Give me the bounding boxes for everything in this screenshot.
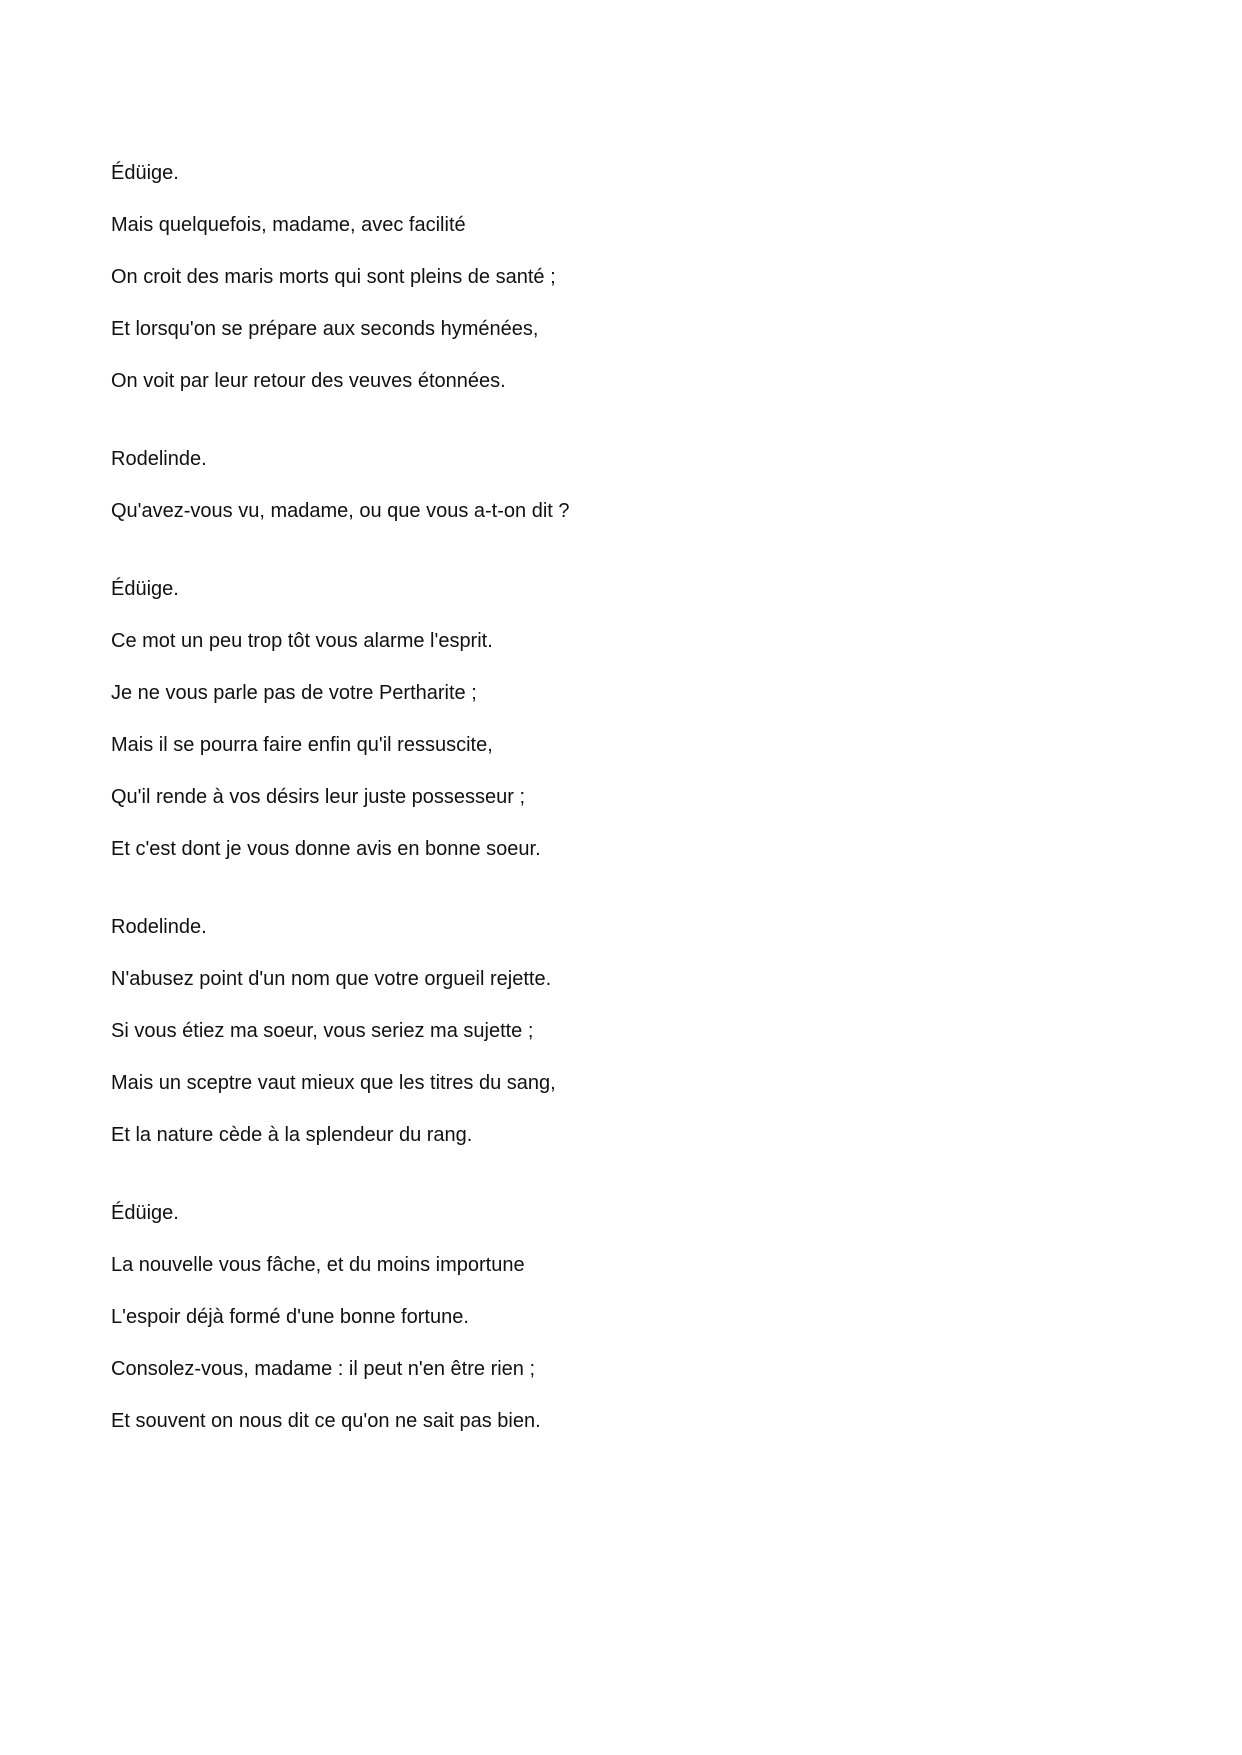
speech-2 [111,446,1111,524]
speaker-name: Édüige. [111,1202,179,1224]
verse-line: Qu'il rende à vos désirs leur juste possesseur ; [111,786,526,808]
verse-line: Mais il se pourra faire enfin qu'il ressuscite, [111,734,493,756]
speech-3 [111,576,1111,862]
speech-1 [111,160,1111,394]
verse-line: On croit des maris morts qui sont pleins de santé ; [111,266,556,288]
speaker-name: Rodelinde. [111,916,207,938]
verse-line: Qu'avez-vous vu, madame, ou que vous a-t-on dit ? [111,500,570,522]
verse-line: N'abusez point d'un nom que votre orgueil rejette. [111,968,552,990]
verse-line: Mais un sceptre vaut mieux que les titres du sang, [111,1072,556,1094]
verse-line: L'espoir déjà formé d'une bonne fortune. [111,1306,469,1328]
speaker-name: Rodelinde. [111,448,207,470]
verse-line: Si vous étiez ma soeur, vous seriez ma sujette ; [111,1020,534,1042]
verse-line: Et souvent on nous dit ce qu'on ne sait pas bien. [111,1410,541,1432]
verse-line: Consolez-vous, madame : il peut n'en être rien ; [111,1358,536,1380]
verse-line: La nouvelle vous fâche, et du moins importune [111,1254,525,1276]
verse-line: Et la nature cède à la splendeur du rang. [111,1124,473,1146]
verse-line: On voit par leur retour des veuves étonnées. [111,370,506,392]
verse-line: Mais quelquefois, madame, avec facilité [111,214,466,236]
speech-4 [111,914,1111,1148]
speaker-name: Édüige. [111,578,179,600]
verse-line: Ce mot un peu trop tôt vous alarme l'esprit. [111,630,493,652]
verse-line: Et lorsqu'on se prépare aux seconds hyménées, [111,318,539,340]
verse-line: Je ne vous parle pas de votre Pertharite ; [111,682,477,704]
dialogue-text [111,160,1111,1434]
verse-line: Et c'est dont je vous donne avis en bonne soeur. [111,838,541,860]
speaker-name: Édüige. [111,162,179,184]
speech-5 [111,1200,1111,1434]
